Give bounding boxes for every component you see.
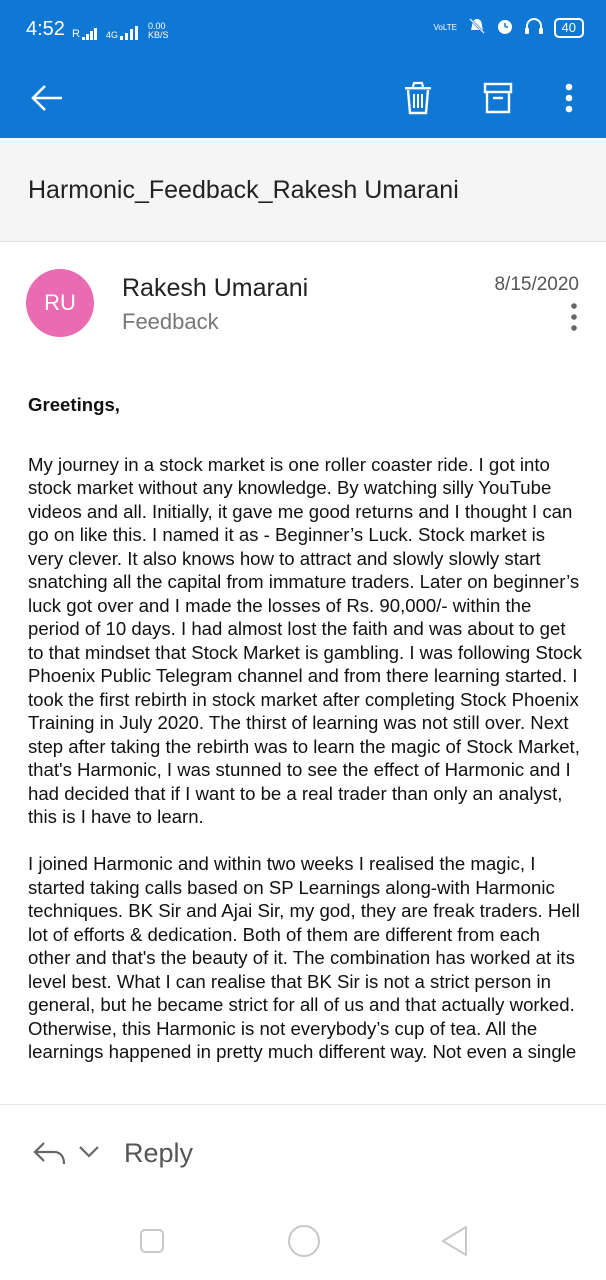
more-vertical-icon <box>564 83 574 113</box>
avatar[interactable]: RU <box>26 269 94 337</box>
sender-name[interactable]: Rakesh Umarani <box>122 274 309 302</box>
back-button[interactable] <box>21 72 73 124</box>
reply-arrow-icon[interactable] <box>32 1139 68 1167</box>
message-paragraph: My journey in a stock market is one roller coaster ride. I got into stock market without any knowledge. By watching silly YouTube videos and all. Initially, it gave me good returns and I thought I can go on like this. I named it as - Beginner’s Luck. Stock market is very clever. It also knows how to attract and slowly slowly start snatching all the capital from immature traders. Later on beginner’s luck got over and I made the losses of Rs. 90,000/- within the period of 10 days. I had almost lost the faith and was about to get to that mindset that Stock Market is gambling. I was following Stock Phoenix Public Telegram channel and from there learning started. I took the first rebirth in stock market after completing Stock Phoenix Training in July 2020. The thirst of learning was not still over. Next step after taking the rebirth was to learn the magic of Stock Market, that's Harmonic, I was stunned to see the effect of Harmonic and I had decided that if I want to be a real trader than only an analyst, this is I have to learn. <box>28 453 582 827</box>
message-more-icon[interactable] <box>570 302 578 332</box>
archive-icon <box>483 82 513 114</box>
status-right-icons <box>434 17 584 38</box>
status-left-icons <box>72 18 180 40</box>
more-options-button[interactable] <box>543 72 595 124</box>
headphones-icon <box>524 17 544 38</box>
recents-square-icon[interactable] <box>139 1228 165 1254</box>
volte-badge: VoLTE <box>433 23 457 32</box>
arrow-left-icon <box>30 84 64 112</box>
alarm-icon <box>496 17 514 38</box>
subject-header <box>0 138 606 242</box>
toolbar <box>0 58 606 138</box>
sender-folder: Feedback <box>122 309 219 334</box>
chevron-down-icon[interactable] <box>78 1145 100 1159</box>
delete-button[interactable] <box>392 72 444 124</box>
battery-indicator: 40 <box>554 18 584 38</box>
home-circle-icon[interactable] <box>287 1224 321 1258</box>
message-body <box>28 393 584 1103</box>
email-subject: Harmonic_Feedback_Rakesh Umarani <box>28 176 459 204</box>
reply-button[interactable]: Reply <box>124 1138 194 1168</box>
email-date: 8/15/2020 <box>494 274 579 295</box>
back-triangle-icon[interactable] <box>440 1225 468 1257</box>
sender-header[interactable] <box>0 242 606 362</box>
signal-label: R <box>72 28 80 40</box>
status-time: 4:52 <box>26 18 65 40</box>
data-rate: 0.00 KB/S <box>147 21 169 40</box>
greeting: Greetings, <box>28 394 120 415</box>
signal-icon <box>72 28 98 40</box>
status-bar <box>0 0 606 58</box>
network-label: 4G <box>105 30 118 40</box>
message-paragraph: I joined Harmonic and within two weeks I realised the magic, I started taking calls based on SP Learnings along-with Harmonic techniques. BK Sir and Ajai Sir, my god, they are freak traders. Hell lot of efforts & dedication. Both of them are different from each other and that's the beauty of it. The combination has worked at its level best. What I can realise that BK Sir is not a strict person in general, but he became strict for all of us and that actually worked. Otherwise, this Harmonic is not everybody’s cup of tea. All the learnings happened in pretty much different way. Not even a single <box>28 853 580 1062</box>
trash-icon <box>403 81 433 115</box>
mute-icon <box>468 17 486 38</box>
system-nav-bar <box>0 1200 606 1280</box>
reply-bar <box>0 1105 606 1200</box>
archive-button[interactable] <box>472 72 524 124</box>
signal-4g-icon <box>106 26 140 40</box>
